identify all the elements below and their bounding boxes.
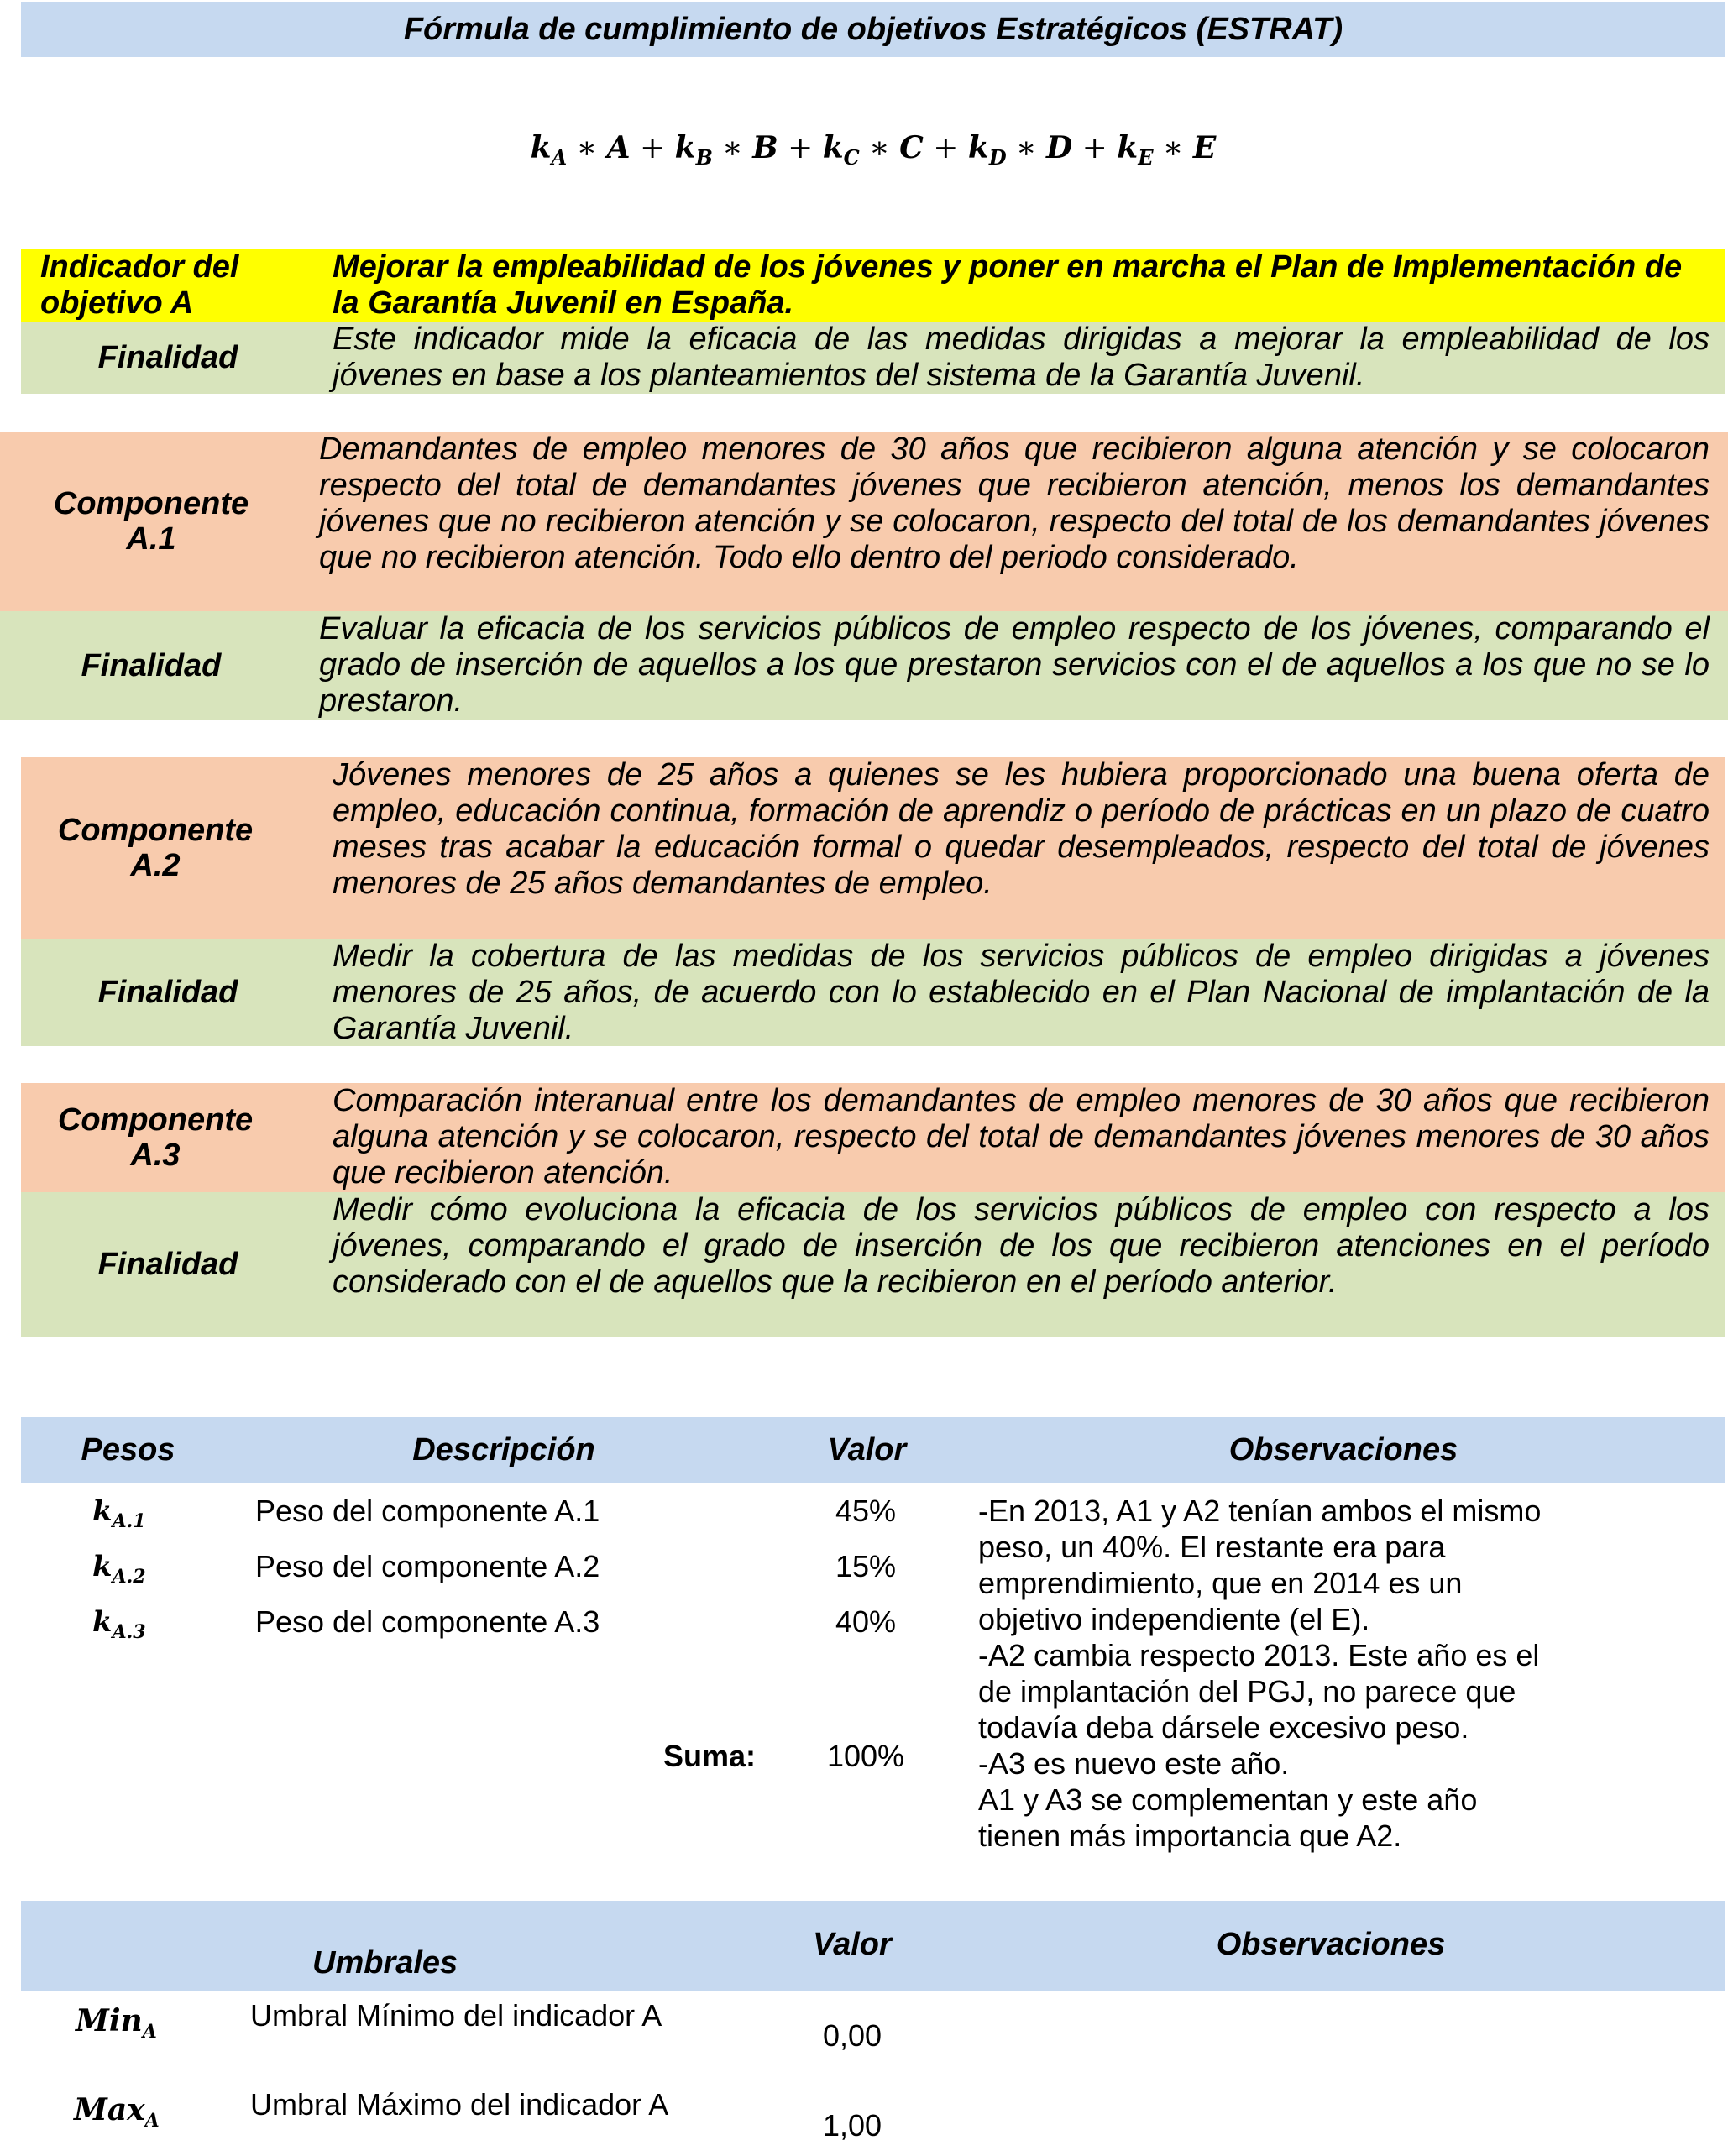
formula-coefficient: k [1117, 130, 1139, 165]
formula-term [822, 130, 924, 170]
formula-multiply: ∗ [712, 131, 753, 165]
component-a2-finalidad-text: Medir la cobertura de las medidas de los servicios públicos de empleo dirigidas a jóvenes menores de 25 años, de acuerdo con lo establecido en el Plan Nacional de implantación de la Garantía Juvenil. [333, 939, 1710, 1046]
component-a2-text: Jóvenes menores de 25 años a quienes se les hubiera proporcionado una buena oferta de empleo, educación continua, formación de aprendiz o período de prácticas en un plazo de cuatro meses tras acabar la educación formal o quedar desempleados, respecto del total de jóvenes menores de 25 años demandantes de empleo. [333, 757, 1710, 901]
formula-plus: + [630, 131, 675, 165]
formula-plus: + [778, 131, 823, 165]
component-a1-finalidad-label: Finalidad [81, 648, 222, 683]
weight-description-a2: Peso del componente A.2 [255, 1549, 600, 1583]
thresholds-header-observaciones: Observaciones [1216, 1927, 1446, 1962]
component-a3-label: Componente A.3 [57, 1102, 254, 1173]
formula-term [674, 130, 778, 170]
weight-symbol-a1: $k_{A.1}$ [92, 1494, 146, 1532]
formula-plus: + [923, 131, 968, 165]
formula-coefficient-subscript: C [843, 145, 860, 170]
formula-coefficient-subscript: D [988, 145, 1007, 170]
weight-value-a3: 40% [835, 1604, 897, 1639]
formula-term [530, 130, 631, 170]
formula-multiply: ∗ [859, 131, 900, 165]
weights-sum-label: Suma: [662, 1739, 756, 1773]
formula-variable: D [1045, 130, 1073, 165]
component-a2-finalidad-label: Finalidad [97, 975, 238, 1010]
formula-term [1117, 130, 1217, 170]
formula-variable: A [606, 130, 631, 165]
weights-sum-value: 100% [826, 1739, 905, 1773]
weights-header-descripcion: Descripción [412, 1431, 595, 1468]
indicator-label: Indicador del objetivo A [40, 249, 239, 321]
component-a3-finalidad-text: Medir cómo evoluciona la eficacia de los servicios públicos de empleo con respecto a los jóvenes, comparando el grado de inserción de los que recibieron atenciones en el período considerado con el de aquellos que la recibieron en el período anterior. [333, 1192, 1710, 1300]
weight-symbol-a2: $k_{A.2}$ [92, 1550, 146, 1588]
weights-header-observaciones: Observaciones [1228, 1431, 1458, 1468]
component-a1-text: Demandantes de empleo menores de 30 años que recibieron alguna atención y se colocaron respecto del total de demandantes jóvenes que recibieron atención, menos los demandantes jóvenes que no recibieron atención y se colocaron, respecto del total de los demandantes jóvenes que no recibieron atención. Todo ello dentro del periodo considerado. [319, 432, 1710, 575]
formula-coefficient-subscript: B [695, 145, 713, 170]
observation-line: -A2 cambia respecto 2013. Este año es el [978, 1638, 1540, 1672]
thresholds-header-valor: Valor [813, 1927, 892, 1962]
formula-multiply: ∗ [1153, 131, 1193, 165]
threshold-description-min: Umbral Mínimo del indicador A [250, 1998, 662, 2033]
weight-description-a1: Peso del componente A.1 [255, 1494, 600, 1528]
threshold-description-max: Umbral Máximo del indicador A [250, 2087, 669, 2122]
formula-coefficient: k [822, 130, 844, 165]
threshold-value-min: 0,00 [822, 2018, 882, 2053]
thresholds-header-umbrales: Umbrales [312, 1945, 458, 1981]
formula-multiply: ∗ [1006, 131, 1046, 165]
component-a2-label: Componente A.2 [57, 813, 254, 883]
component-a1-finalidad-text: Evaluar la eficacia de los servicios públicos de empleo respecto de los jóvenes, comparando el grado de inserción de aquellos a los que prestaron servicios con el de aquellos a los que no se lo prestaron. [319, 611, 1710, 719]
observation-line: tienen más importancia que A2. [978, 1818, 1402, 1853]
observation-line: -En 2013, A1 y A2 tenían ambos el mismo [978, 1494, 1542, 1528]
formula-coefficient-subscript: A [551, 145, 568, 170]
weights-header-valor: Valor [827, 1431, 907, 1468]
indicator-finalidad-label: Finalidad [97, 340, 238, 375]
formula-variable: C [899, 130, 924, 165]
weights-header-pesos: Pesos [81, 1431, 175, 1468]
threshold-symbol-max: Max$_A$ [74, 2092, 160, 2132]
formula-plus: + [1072, 131, 1118, 165]
component-a3-finalidad-label: Finalidad [97, 1247, 238, 1282]
weight-value-a1: 45% [835, 1494, 897, 1528]
observation-line: A1 y A3 se complementan y este año [978, 1782, 1478, 1817]
formula-term [967, 130, 1073, 170]
observation-line: de implantación del PGJ, no parece que [978, 1674, 1516, 1709]
formula [21, 130, 1725, 181]
component-a3-text: Comparación interanual entre los demandantes de empleo menores de 30 años que recibieron alguna atención y se colocaron, respecto del total de demandantes jóvenes menores de 30 años que recibieron atención. [333, 1083, 1710, 1191]
threshold-value-max: 1,00 [822, 2108, 882, 2143]
formula-multiply: ∗ [567, 131, 607, 165]
weight-symbol-a3: $k_{A.3}$ [92, 1605, 146, 1643]
threshold-symbol-min: Min$_A$ [76, 2003, 157, 2043]
observation-line: todavía deba dársele excesivo peso. [978, 1710, 1469, 1745]
observation-line: objetivo independiente (el E). [978, 1602, 1370, 1636]
weight-description-a3: Peso del componente A.3 [255, 1604, 600, 1639]
formula-coefficient: k [530, 130, 552, 165]
formula-coefficient: k [674, 130, 696, 165]
formula-variable: E [1192, 130, 1217, 165]
indicator-text: Mejorar la empleabilidad de los jóvenes y poner en marcha el Plan de Implementación de la Garantía Juvenil en España. [333, 249, 1683, 321]
component-a1-label: Componente A.1 [53, 486, 249, 557]
weight-value-a2: 15% [835, 1549, 897, 1583]
page-title: Fórmula de cumplimiento de objetivos Estratégicos (ESTRAT) [21, 2, 1725, 57]
formula-variable: B [752, 130, 778, 165]
observation-line: -A3 es nuevo este año. [978, 1746, 1290, 1781]
indicator-finalidad-text: Este indicador mide la eficacia de las medidas dirigidas a mejorar la empleabilidad de los jóvenes en base a los planteamientos del sistema de la Garantía Juvenil. [333, 322, 1710, 393]
observation-line: emprendimiento, que en 2014 es un [978, 1566, 1463, 1600]
observation-line: peso, un 40%. El restante era para [978, 1530, 1446, 1564]
weights-observations [978, 1493, 1717, 1854]
formula-coefficient-subscript: E [1138, 145, 1154, 170]
formula-coefficient: k [967, 130, 989, 165]
